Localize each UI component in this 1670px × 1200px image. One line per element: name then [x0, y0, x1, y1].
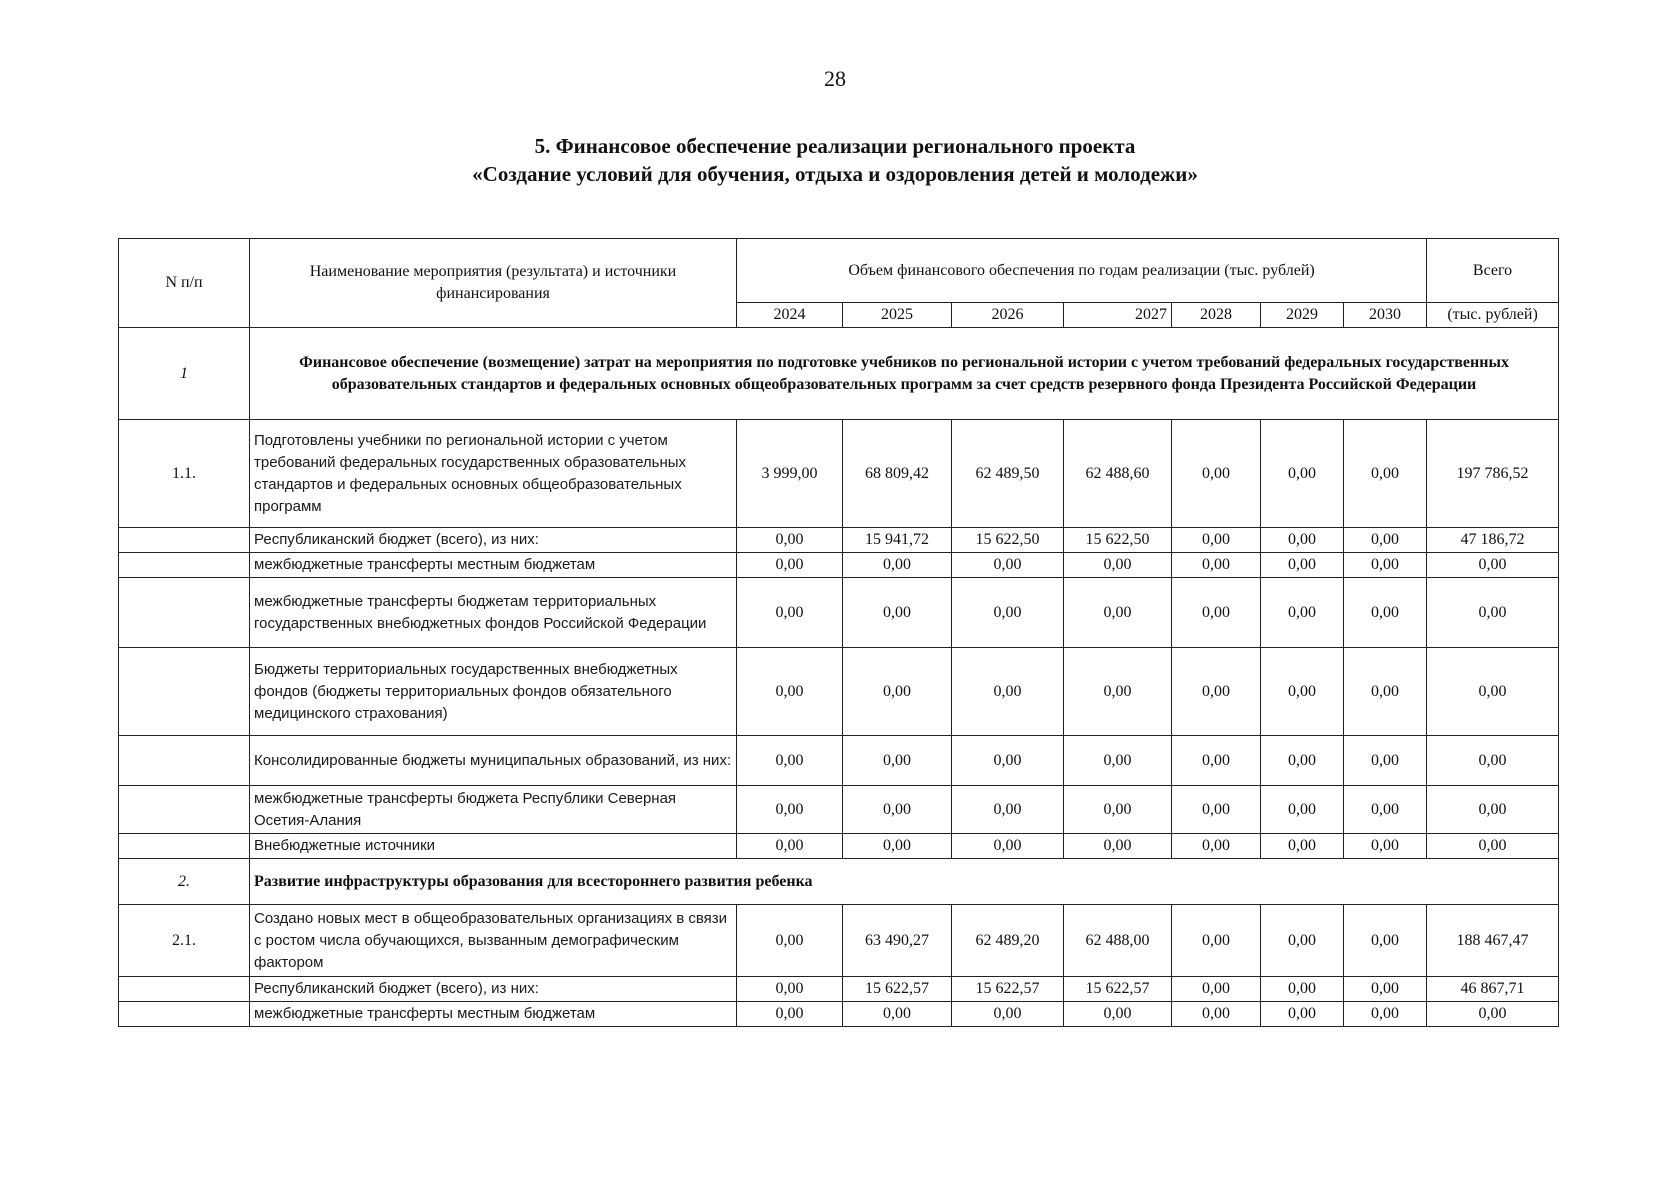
value-2027: 0,00 [1064, 553, 1172, 578]
section-title: Финансовое обеспечение (возмещение) затрат на мероприятия по подготовке учебников по региональной истории с учетом требований федеральных государственных образовательных стандартов и федеральных основных общеобразовательных программ за счет средств резервного фонда Президента Российской Федерации [250, 328, 1559, 420]
section-row [119, 859, 1559, 905]
value-2029: 0,00 [1261, 420, 1344, 528]
value-2027: 62 488,00 [1064, 905, 1172, 977]
title-line-1: 5. Финансовое обеспечение реализации регионального проекта [534, 134, 1136, 158]
table-row [119, 977, 1559, 1002]
section-num: 1 [119, 328, 250, 420]
document-title [0, 132, 1670, 188]
value-2029: 0,00 [1261, 736, 1344, 786]
value-2024: 0,00 [737, 736, 843, 786]
value-2030: 0,00 [1344, 834, 1427, 859]
value-2028: 0,00 [1172, 977, 1261, 1002]
value-2028: 0,00 [1172, 553, 1261, 578]
row-num: 2.1. [119, 905, 250, 977]
value-2024: 0,00 [737, 528, 843, 553]
row-name: Внебюджетные источники [250, 834, 737, 859]
page-number: 28 [824, 66, 846, 91]
value-2026: 62 489,20 [952, 905, 1064, 977]
row-name: Создано новых мест в общеобразовательных организациях в связи с ростом числа обучающихся, вызванным демографическим фактором [250, 905, 737, 977]
value-2027: 0,00 [1064, 786, 1172, 834]
value-2025: 68 809,42 [843, 420, 952, 528]
value-2030: 0,00 [1344, 553, 1427, 578]
value-2027: 0,00 [1064, 578, 1172, 648]
value-2025: 0,00 [843, 1002, 952, 1027]
value-total: 0,00 [1427, 736, 1559, 786]
value-2030: 0,00 [1344, 905, 1427, 977]
row-num [119, 578, 250, 648]
value-2029: 0,00 [1261, 648, 1344, 736]
year-2024: 2024 [737, 303, 843, 328]
row-name: Бюджеты территориальных государственных внебюджетных фондов (бюджеты территориальных фондов обязательного медицинского страхования) [250, 648, 737, 736]
value-2029: 0,00 [1261, 786, 1344, 834]
header-name: Наименование мероприятия (результата) и источники финансирования [250, 239, 737, 328]
value-2028: 0,00 [1172, 648, 1261, 736]
value-2030: 0,00 [1344, 420, 1427, 528]
row-num: 1.1. [119, 420, 250, 528]
value-2030: 0,00 [1344, 786, 1427, 834]
value-2024: 0,00 [737, 578, 843, 648]
header-row [119, 239, 1559, 303]
row-num [119, 1002, 250, 1027]
value-2030: 0,00 [1344, 578, 1427, 648]
row-name: Республиканский бюджет (всего), из них: [250, 528, 737, 553]
header-total: Всего [1427, 239, 1559, 303]
value-2025: 0,00 [843, 553, 952, 578]
value-2025: 15 622,57 [843, 977, 952, 1002]
value-2025: 63 490,27 [843, 905, 952, 977]
table-row [119, 578, 1559, 648]
value-total: 0,00 [1427, 648, 1559, 736]
value-2025: 0,00 [843, 578, 952, 648]
value-2030: 0,00 [1344, 1002, 1427, 1027]
value-2024: 0,00 [737, 1002, 843, 1027]
year-2025: 2025 [843, 303, 952, 328]
value-2029: 0,00 [1261, 834, 1344, 859]
value-2025: 0,00 [843, 834, 952, 859]
value-2026: 0,00 [952, 553, 1064, 578]
year-2028: 2028 [1172, 303, 1261, 328]
value-2030: 0,00 [1344, 528, 1427, 553]
table-row [119, 420, 1559, 528]
header-num: N п/п [119, 239, 250, 328]
row-name: межбюджетные трансферты бюджетам территориальных государственных внебюджетных фондов Российской Федерации [250, 578, 737, 648]
row-name: Подготовлены учебники по региональной истории с учетом требований федеральных государственных образовательных стандартов и федеральных основных общеобразовательных программ [250, 420, 737, 528]
value-2025: 0,00 [843, 786, 952, 834]
value-2028: 0,00 [1172, 420, 1261, 528]
row-num [119, 786, 250, 834]
value-2027: 0,00 [1064, 834, 1172, 859]
value-2024: 0,00 [737, 977, 843, 1002]
value-2029: 0,00 [1261, 1002, 1344, 1027]
table-row [119, 648, 1559, 736]
value-2030: 0,00 [1344, 736, 1427, 786]
value-2024: 0,00 [737, 786, 843, 834]
header-total-unit: (тыс. рублей) [1427, 303, 1559, 328]
year-2029: 2029 [1261, 303, 1344, 328]
year-2030: 2030 [1344, 303, 1427, 328]
financing-table [118, 238, 1559, 1027]
value-total: 46 867,71 [1427, 977, 1559, 1002]
value-2029: 0,00 [1261, 977, 1344, 1002]
year-2026: 2026 [952, 303, 1064, 328]
value-total: 188 467,47 [1427, 905, 1559, 977]
value-total: 0,00 [1427, 1002, 1559, 1027]
value-2030: 0,00 [1344, 648, 1427, 736]
value-2024: 0,00 [737, 648, 843, 736]
value-2029: 0,00 [1261, 578, 1344, 648]
value-2027: 15 622,57 [1064, 977, 1172, 1002]
value-total: 0,00 [1427, 786, 1559, 834]
row-name: межбюджетные трансферты бюджета Республики Северная Осетия-Алания [250, 786, 737, 834]
value-2030: 0,00 [1344, 977, 1427, 1002]
value-2029: 0,00 [1261, 553, 1344, 578]
table-row [119, 736, 1559, 786]
value-2027: 0,00 [1064, 648, 1172, 736]
value-2025: 15 941,72 [843, 528, 952, 553]
value-2027: 0,00 [1064, 1002, 1172, 1027]
value-2027: 15 622,50 [1064, 528, 1172, 553]
value-2025: 0,00 [843, 736, 952, 786]
value-total: 197 786,52 [1427, 420, 1559, 528]
value-2026: 0,00 [952, 578, 1064, 648]
row-name: межбюджетные трансферты местным бюджетам [250, 553, 737, 578]
row-name: Республиканский бюджет (всего), из них: [250, 977, 737, 1002]
value-2028: 0,00 [1172, 578, 1261, 648]
value-2026: 0,00 [952, 648, 1064, 736]
value-2026: 15 622,50 [952, 528, 1064, 553]
value-2027: 0,00 [1064, 736, 1172, 786]
value-2028: 0,00 [1172, 786, 1261, 834]
row-num [119, 528, 250, 553]
table-row [119, 553, 1559, 578]
value-2027: 62 488,60 [1064, 420, 1172, 528]
value-2029: 0,00 [1261, 905, 1344, 977]
section-row [119, 328, 1559, 420]
value-total: 0,00 [1427, 834, 1559, 859]
row-num [119, 736, 250, 786]
row-num [119, 834, 250, 859]
table-row [119, 834, 1559, 859]
value-2025: 0,00 [843, 648, 952, 736]
value-total: 47 186,72 [1427, 528, 1559, 553]
row-name: Консолидированные бюджеты муниципальных образований, из них: [250, 736, 737, 786]
value-2024: 0,00 [737, 553, 843, 578]
value-2029: 0,00 [1261, 528, 1344, 553]
table-row [119, 1002, 1559, 1027]
value-2028: 0,00 [1172, 736, 1261, 786]
value-2026: 0,00 [952, 786, 1064, 834]
value-2026: 0,00 [952, 834, 1064, 859]
value-2024: 3 999,00 [737, 420, 843, 528]
value-2028: 0,00 [1172, 1002, 1261, 1027]
table-row [119, 528, 1559, 553]
year-2027: 2027 [1064, 303, 1172, 328]
value-total: 0,00 [1427, 553, 1559, 578]
value-2026: 62 489,50 [952, 420, 1064, 528]
section-num: 2. [119, 859, 250, 905]
table-row [119, 905, 1559, 977]
row-num [119, 648, 250, 736]
value-2026: 15 622,57 [952, 977, 1064, 1002]
value-2026: 0,00 [952, 1002, 1064, 1027]
value-2028: 0,00 [1172, 834, 1261, 859]
section-title: Развитие инфраструктуры образования для всестороннего развития ребенка [250, 859, 1559, 905]
value-total: 0,00 [1427, 578, 1559, 648]
table-row [119, 786, 1559, 834]
row-num [119, 977, 250, 1002]
title-line-2: «Создание условий для обучения, отдыха и оздоровления детей и молодежи» [472, 162, 1198, 186]
value-2028: 0,00 [1172, 528, 1261, 553]
row-name: межбюджетные трансферты местным бюджетам [250, 1002, 737, 1027]
value-2024: 0,00 [737, 834, 843, 859]
row-num [119, 553, 250, 578]
header-years-caption: Объем финансового обеспечения по годам реализации (тыс. рублей) [737, 239, 1427, 303]
value-2024: 0,00 [737, 905, 843, 977]
value-2026: 0,00 [952, 736, 1064, 786]
value-2028: 0,00 [1172, 905, 1261, 977]
